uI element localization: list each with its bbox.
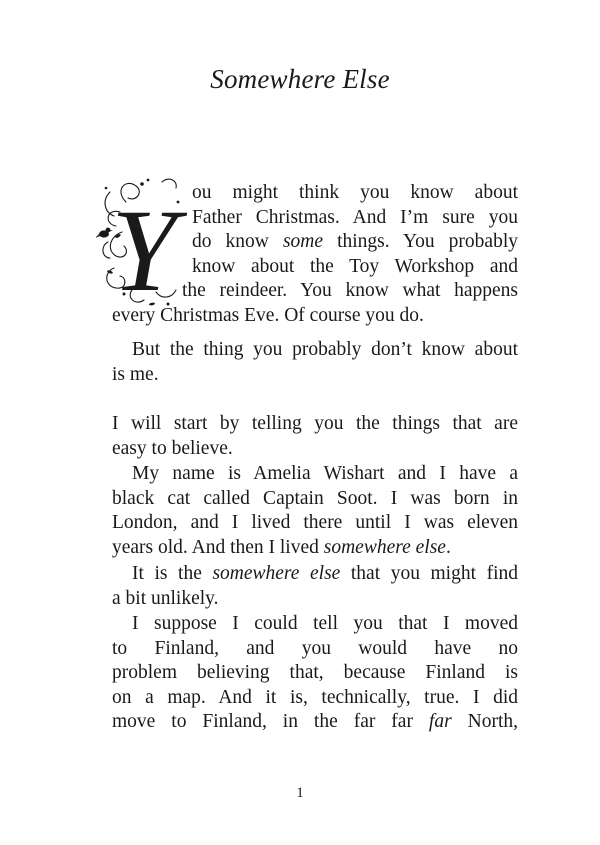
paragraph-1 (112, 181, 518, 329)
svg-text:Y: Y (111, 185, 177, 312)
paragraph-6 (112, 612, 518, 735)
italic-emphasis: some (282, 231, 324, 253)
text-line: easy to believe. (112, 437, 233, 459)
text-line: on a map. And it is, technically, true. I did (112, 686, 518, 708)
text-line: It is the somewhere else that you might find (132, 563, 518, 584)
text-line: to Finland, and you would have no (112, 637, 518, 659)
text-line: a bit unlikely. (112, 587, 219, 609)
text-line: move to Finland, in the far far far North, (112, 711, 518, 733)
text-line: the reindeer. You know what happens (182, 280, 518, 302)
text-line: ou might think you know about (192, 182, 518, 203)
text-line: black cat called Captain Soot. I was born in (112, 487, 518, 509)
paragraph-3 (112, 412, 518, 461)
text-line: do know some things. You probably (192, 231, 518, 253)
text-line: But the thing you probably don’t know about (132, 339, 518, 360)
italic-emphasis: somewhere else (323, 536, 446, 558)
page-number: 1 (296, 785, 304, 801)
chapter-title: Somewhere Else (210, 64, 390, 94)
paragraph-2 (112, 338, 518, 387)
text-line: know about the Toy Workshop and (192, 255, 518, 277)
text-line: Father Christmas. And I’m sure you (192, 206, 518, 228)
text-line: I will start by telling you the things that are (112, 413, 518, 434)
paragraph-5 (112, 562, 518, 611)
text-line: years old. And then I lived somewhere else. (112, 536, 451, 558)
italic-emphasis: somewhere else (212, 563, 341, 584)
text-line: London, and I lived there until I was eleven (112, 512, 518, 534)
paragraph-4 (112, 462, 518, 560)
text-line: My name is Amelia Wishart and I have a (132, 463, 518, 484)
italic-emphasis: far (428, 711, 452, 733)
text-line: I suppose I could tell you that I moved (132, 613, 518, 634)
text-line: every Christmas Eve. Of course you do. (112, 304, 424, 326)
text-line: is me. (112, 363, 159, 385)
text-line: problem believing that, because Finland is (112, 662, 518, 684)
